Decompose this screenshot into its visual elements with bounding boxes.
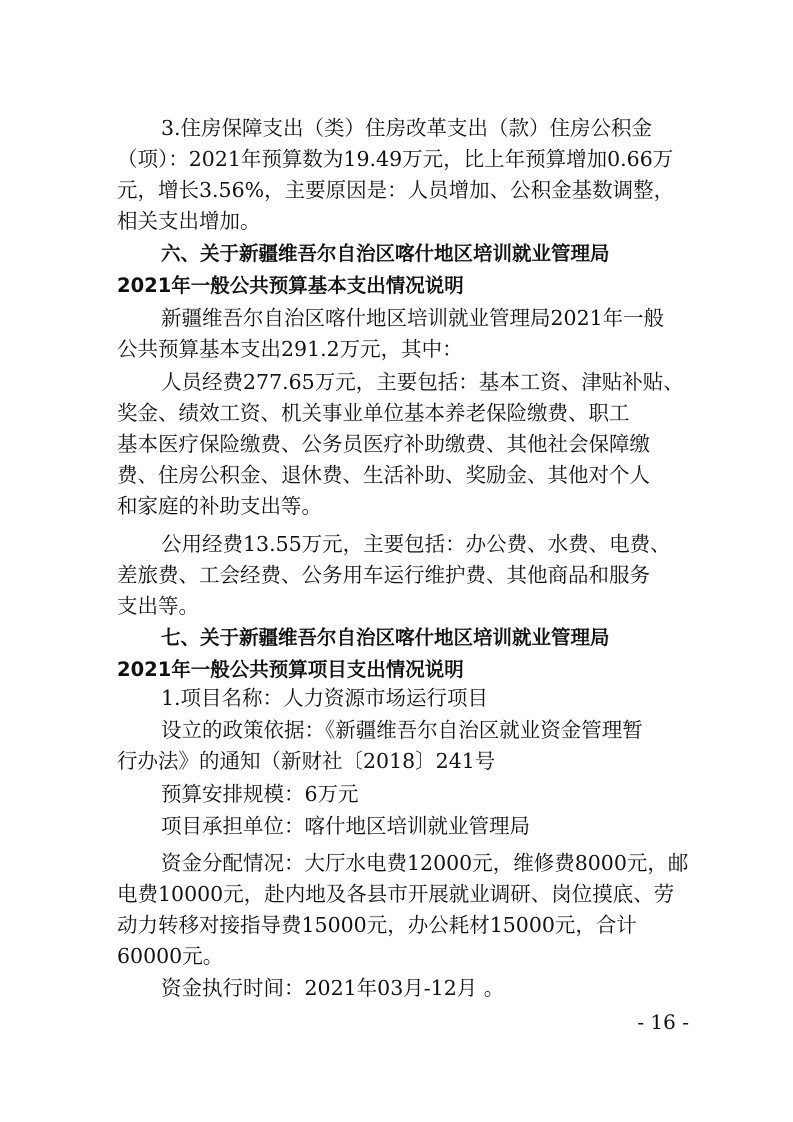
text-line: 人员经费277.65万元，主要包括：基本工资、津贴补贴、: [161, 370, 684, 394]
text-line: 60000元。: [117, 944, 224, 968]
text-line: 1.项目名称：人力资源市场运行项目: [161, 686, 489, 710]
text-line: 费、住房公积金、退休费、生活补助、奖励金、其他对个人: [117, 463, 650, 487]
text-line: 3.住房保障支出（类）住房改革支出（款）住房公积金: [161, 116, 653, 140]
text-line: 支出等。: [117, 594, 199, 618]
text-line: 基本医疗保险缴费、公务员医疗补助缴费、其他社会保障缴: [117, 432, 650, 456]
text-line: 相关支出增加。: [117, 209, 261, 233]
text-line: 动力转移对接指导费15000元，办公耗材15000元，合计: [117, 913, 637, 937]
text-line: 和家庭的补助支出等。: [117, 494, 322, 518]
text-line: 资金执行时间：2021年03月-12月 。: [161, 976, 505, 1000]
text-line: 行办法》的通知（新财社〔2018〕241号: [117, 749, 496, 773]
section-heading: 六、关于新疆维吾尔自治区喀什地区培训就业管理局: [161, 242, 610, 265]
section-heading: 2021年一般公共预算项目支出情况说明: [117, 658, 464, 681]
section-heading: 2021年一般公共预算基本支出情况说明: [117, 274, 464, 297]
text-line: 资金分配情况：大厅水电费12000元，维修费8000元，邮: [161, 851, 689, 875]
text-line: （项）：2021年预算数为19.49万元，比上年预算增加0.66万: [117, 147, 674, 171]
text-line: 奖金、绩效工资、机关事业单位基本养老保险缴费、职工: [117, 401, 630, 425]
text-line: 公用经费13.55万元，主要包括：办公费、水费、电费、: [161, 532, 671, 556]
text-line: 电费10000元，赴内地及各县市开展就业调研、岗位摸底、劳: [117, 882, 675, 906]
text-line: 项目承担单位：喀什地区培训就业管理局: [161, 814, 530, 838]
text-line: 公共预算基本支出291.2万元，其中：: [117, 337, 463, 361]
text-line: 新疆维吾尔自治区喀什地区培训就业管理局2021年一般: [161, 306, 665, 330]
text-line: 差旅费、工会经费、公务用车运行维护费、其他商品和服务: [117, 563, 650, 587]
text-line: 元，增长3.56%，主要原因是：人员增加、公积金基数调整，: [117, 178, 675, 202]
text-line: 预算安排规模：6万元: [161, 782, 359, 806]
page-number: - 16 -: [637, 1010, 689, 1034]
text-line: 设立的政策依据：《新疆维吾尔自治区就业资金管理暂: [161, 718, 643, 742]
section-heading: 七、关于新疆维吾尔自治区喀什地区培训就业管理局: [161, 626, 610, 649]
